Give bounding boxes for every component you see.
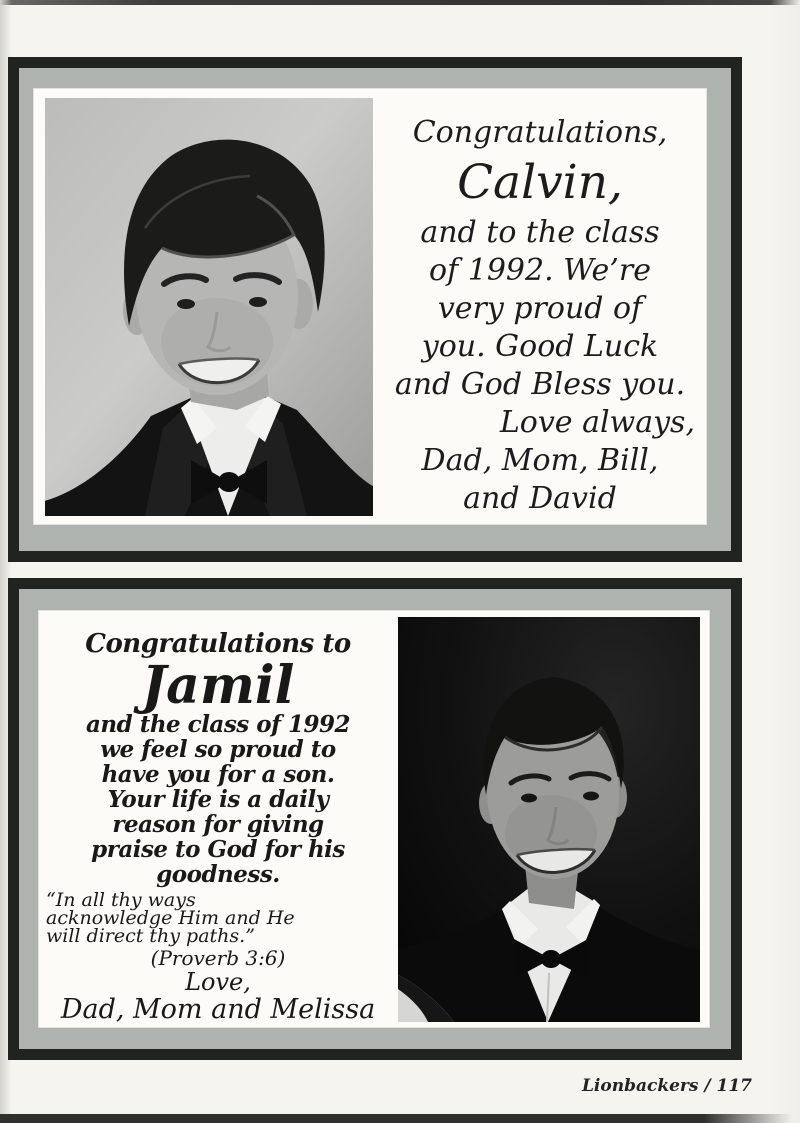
calvin-signoff-line: Love always,: [499, 405, 695, 440]
jamil-quote-reference: (Proverb 3:6): [150, 946, 286, 970]
jamil-message-line: Your life is a daily: [107, 786, 329, 813]
eye-right: [583, 792, 599, 801]
jamil-message-line: praise to God for his: [91, 836, 345, 863]
jamil-portrait-photo: [398, 617, 700, 1022]
jamil-name: Jamil: [141, 655, 295, 716]
jamil-message-line: goodness.: [156, 861, 280, 888]
calvin-message-line: you. Good Luck: [421, 329, 659, 364]
calvin-signoff-line: Dad, Mom, Bill,: [421, 443, 659, 478]
scan-bottom-edge: [0, 1114, 800, 1123]
calvin-message-line: and to the class: [420, 215, 660, 250]
calvin-ad-text: [375, 100, 705, 518]
page-footer-label: Lionbackers / 117: [581, 1076, 752, 1096]
calvin-portrait-photo: [45, 98, 373, 516]
calvin-message-line: of 1992. We’re: [429, 253, 651, 288]
eye-left: [521, 794, 537, 803]
calvin-name: Calvin,: [457, 155, 623, 210]
jamil-signoff-line: Dad, Mom and Melissa: [60, 994, 376, 1025]
jamil-message-line: we feel so proud to: [100, 736, 336, 763]
eye-right: [249, 297, 267, 307]
calvin-greeting: Congratulations,: [412, 115, 668, 150]
jamil-greeting: Congratulations to: [85, 629, 351, 659]
calvin-message-line: and God Bless you.: [394, 367, 686, 402]
calvin-signoff-line: and David: [463, 481, 617, 516]
jamil-quote-line: will direct thy paths.”: [46, 925, 255, 947]
jamil-message-line: reason for giving: [112, 811, 324, 838]
eye-left: [177, 299, 195, 309]
scan-right-edge: [770, 0, 800, 1123]
jamil-ad-text: [42, 620, 394, 1025]
jamil-signoff-line: Love,: [185, 968, 251, 996]
scan-top-edge: [0, 0, 800, 5]
jamil-quote-line: “In all thy ways: [46, 889, 196, 911]
calvin-message-line: very proud of: [437, 291, 643, 326]
jamil-message-line: and the class of 1992: [85, 711, 350, 738]
jamil-message-line: have you for a son.: [101, 761, 335, 788]
jamil-quote-line: acknowledge Him and He: [46, 907, 295, 929]
